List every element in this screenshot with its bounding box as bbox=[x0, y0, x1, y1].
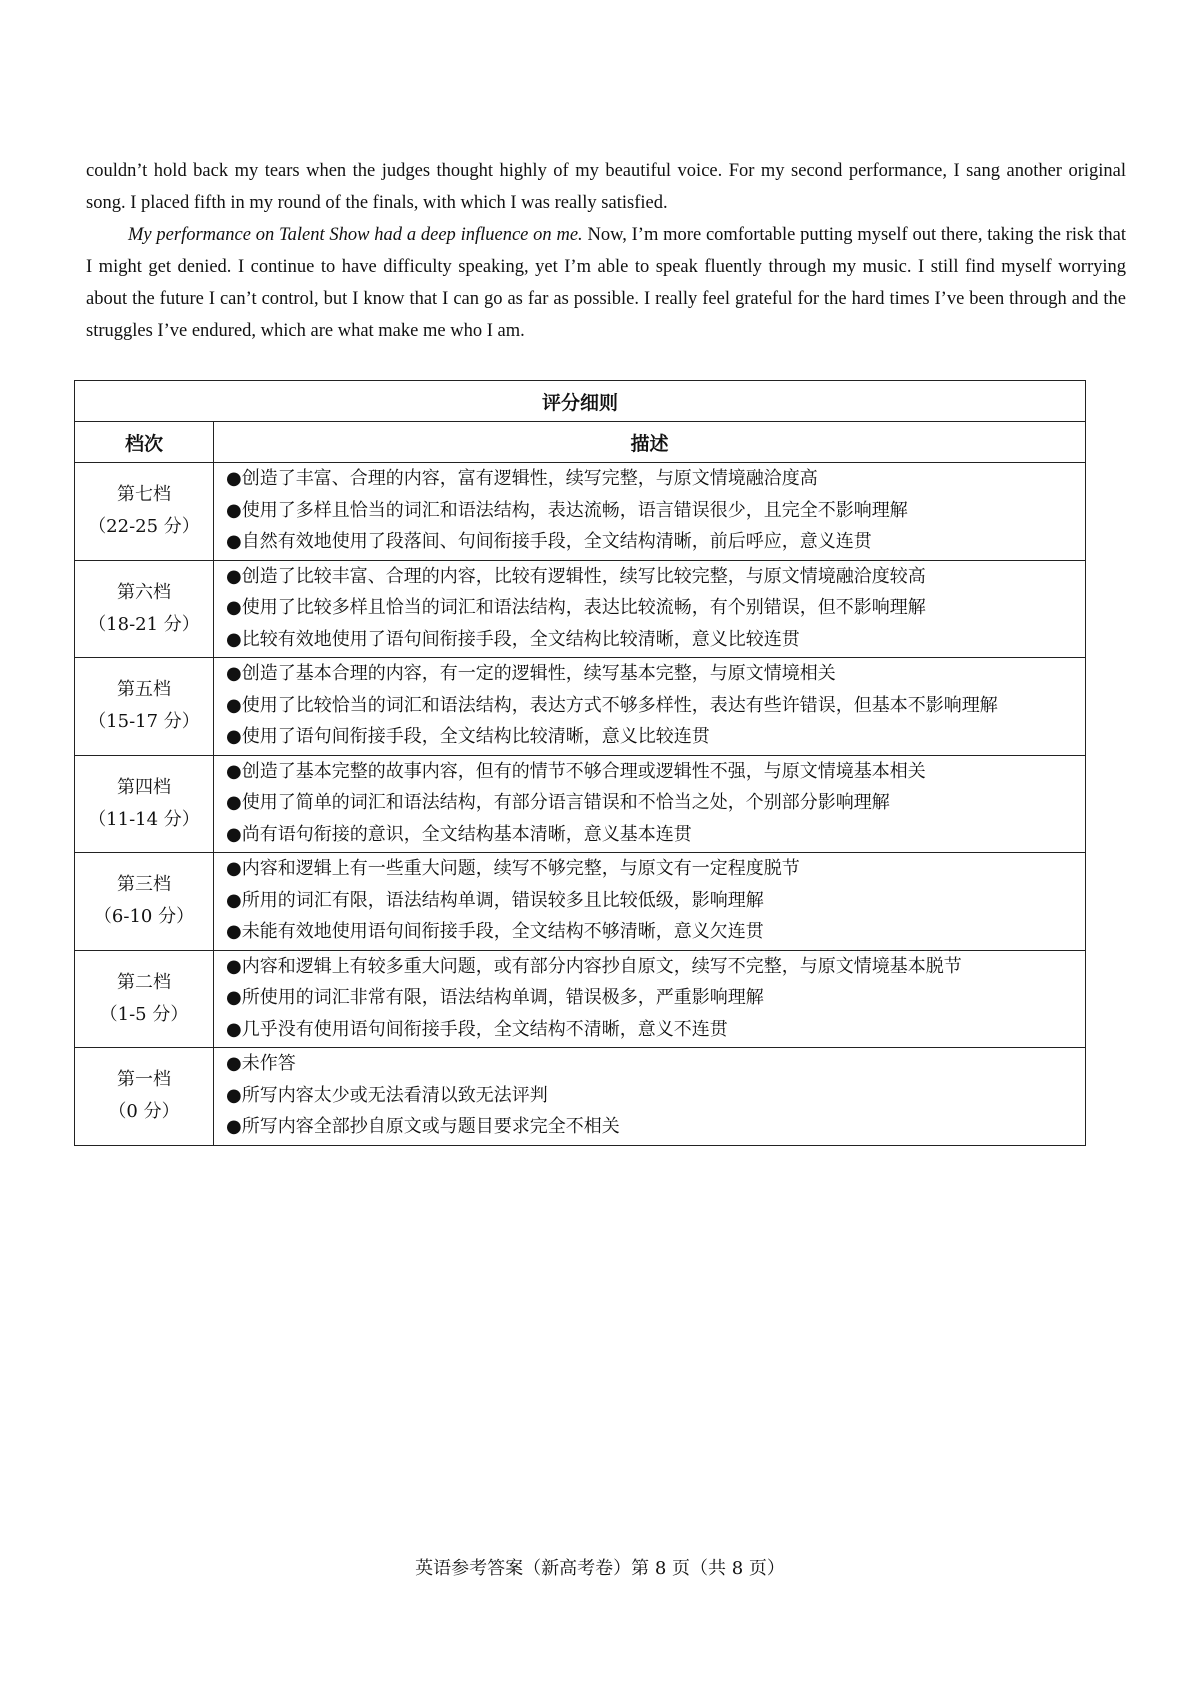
rubric-criterion: ●比较有效地使用了语句间衔接手段，全文结构比较清晰，意义比较连贯 bbox=[226, 628, 800, 650]
rubric-level-cell bbox=[75, 755, 214, 853]
rubric-criterion: ●几乎没有使用语句间衔接手段，全文结构不清晰，意义不连贯 bbox=[226, 1018, 728, 1040]
rubric-level-score: （15-17 分） bbox=[88, 711, 200, 733]
rubric-level-score: （6-10 分） bbox=[93, 906, 195, 928]
rubric-criterion: ●自然有效地使用了段落间、句间衔接手段，全文结构清晰，前后呼应，意义连贯 bbox=[226, 531, 872, 552]
rubric-header-row bbox=[75, 422, 1086, 463]
rubric-criterion: ●内容和逻辑上有较多重大问题，或有部分内容抄自原文，续写不完整，与原文情境基本脱节 bbox=[226, 955, 962, 977]
rubric-criterion: ●创造了比较丰富、合理的内容，比较有逻辑性，续写比较完整，与原文情境融洽度较高 bbox=[226, 565, 926, 587]
rubric-level-name: 第四档 bbox=[117, 776, 171, 798]
rubric-level-name: 第三档 bbox=[117, 874, 171, 896]
rubric-criterion: ●所写内容太少或无法看清以致无法评判 bbox=[226, 1084, 548, 1106]
rubric-level-cell bbox=[75, 658, 214, 756]
rubric-criterion: ●尚有语句衔接的意识，全文结构基本清晰，意义基本连贯 bbox=[226, 823, 692, 845]
rubric-level-score: （11-14 分） bbox=[88, 808, 200, 830]
rubric-criterion: ●所写内容全部抄自原文或与题目要求完全不相关 bbox=[226, 1116, 620, 1137]
rubric-criterion: ●所用的词汇有限，语法结构单调，错误较多且比较低级，影响理解 bbox=[226, 889, 764, 911]
rubric-description-cell bbox=[214, 658, 1086, 756]
rubric-criterion: ●未能有效地使用语句间衔接手段，全文结构不够清晰，意义欠连贯 bbox=[226, 921, 764, 942]
rubric-description-cell bbox=[214, 560, 1086, 658]
rubric-criterion: ●未作答 bbox=[226, 1053, 296, 1074]
rubric-row bbox=[75, 853, 1086, 951]
rubric-row bbox=[75, 1048, 1086, 1146]
rubric-row bbox=[75, 463, 1086, 561]
rubric-row bbox=[75, 560, 1086, 658]
rubric-row bbox=[75, 950, 1086, 1048]
rubric-body bbox=[75, 463, 1086, 1146]
rubric-criterion: ●使用了语句间衔接手段，全文结构比较清晰，意义比较连贯 bbox=[226, 726, 710, 747]
essay-paragraph-2 bbox=[86, 219, 1126, 347]
rubric-criterion: ●使用了比较恰当的词汇和语法结构，表达方式不够多样性，表达有些许错误，但基本不影响理解 bbox=[226, 694, 998, 716]
rubric-criterion: ●创造了基本合理的内容，有一定的逻辑性，续写基本完整，与原文情境相关 bbox=[226, 663, 836, 684]
column-header-description: 描述 bbox=[214, 422, 1086, 463]
rubric-description-cell bbox=[214, 853, 1086, 951]
rubric-level-name: 第七档 bbox=[117, 484, 171, 506]
rubric-title-row bbox=[75, 381, 1086, 422]
rubric-description-cell bbox=[214, 463, 1086, 561]
rubric-level-cell bbox=[75, 560, 214, 658]
rubric-criterion: ●创造了丰富、合理的内容，富有逻辑性，续写完整，与原文情境融洽度高 bbox=[226, 468, 818, 489]
essay-paragraph-2-italic-sentence: My performance on Talent Show had a deep influence on me. bbox=[128, 225, 583, 245]
rubric-level-cell bbox=[75, 1048, 214, 1146]
rubric-level-score: （22-25 分） bbox=[88, 516, 200, 538]
rubric-row bbox=[75, 755, 1086, 853]
rubric-level-name: 第二档 bbox=[117, 971, 171, 993]
rubric-criterion: ●创造了基本完整的故事内容，但有的情节不够合理或逻辑性不强，与原文情境基本相关 bbox=[226, 760, 926, 782]
rubric-row bbox=[75, 658, 1086, 756]
essay-paragraph-1: couldn’t hold back my tears when the judges thought highly of my beautiful voice. For my second performance, I sang another original song. I placed fifth in my round of the finals, with which I was really satisfied. bbox=[86, 161, 1126, 213]
rubric-criterion: ●内容和逻辑上有一些重大问题，续写不够完整，与原文有一定程度脱节 bbox=[226, 858, 800, 879]
essay-paragraph-2-rest: Now, I’m more comfortable putting myself out there, taking the risk that I might get denied. I continue to have difficulty speaking, yet I’m able to speak fluently through my music. I still find myself worrying about the future I can’t control, but I know that I can go as far as possible. I really feel grateful for the hard times I’ve been through and the struggles I’ve endured, which are what make me who I am. bbox=[86, 225, 1126, 341]
rubric-level-name: 第一档 bbox=[117, 1069, 171, 1091]
rubric-criterion: ●所使用的词汇非常有限，语法结构单调，错误极多，严重影响理解 bbox=[226, 987, 764, 1008]
rubric-title: 评分细则 bbox=[75, 381, 1086, 422]
rubric-level-score: （1-5 分） bbox=[99, 1003, 189, 1025]
rubric-level-name: 第五档 bbox=[117, 679, 171, 701]
rubric-description-cell bbox=[214, 755, 1086, 853]
rubric-criterion: ●使用了比较多样且恰当的词汇和语法结构，表达比较流畅，有个别错误，但不影响理解 bbox=[226, 597, 926, 618]
rubric-level-score: （0 分） bbox=[108, 1101, 180, 1123]
scoring-rubric-table bbox=[74, 380, 1086, 1146]
rubric-level-cell bbox=[75, 950, 214, 1048]
column-header-level: 档次 bbox=[75, 422, 214, 463]
rubric-criterion: ●使用了简单的词汇和语法结构，有部分语言错误和不恰当之处，个别部分影响理解 bbox=[226, 792, 890, 813]
rubric-level-cell bbox=[75, 853, 214, 951]
rubric-level-score: （18-21 分） bbox=[88, 613, 200, 635]
rubric-level-cell bbox=[75, 463, 214, 561]
page-footer: 英语参考答案（新高考卷）第 8 页（共 8 页） bbox=[415, 1558, 785, 1579]
essay-continuation bbox=[86, 155, 1126, 347]
rubric-description-cell bbox=[214, 1048, 1086, 1146]
rubric-criterion: ●使用了多样且恰当的词汇和语法结构，表达流畅，语言错误很少，且完全不影响理解 bbox=[226, 499, 908, 521]
rubric-description-cell bbox=[214, 950, 1086, 1048]
rubric-level-name: 第六档 bbox=[117, 581, 171, 603]
